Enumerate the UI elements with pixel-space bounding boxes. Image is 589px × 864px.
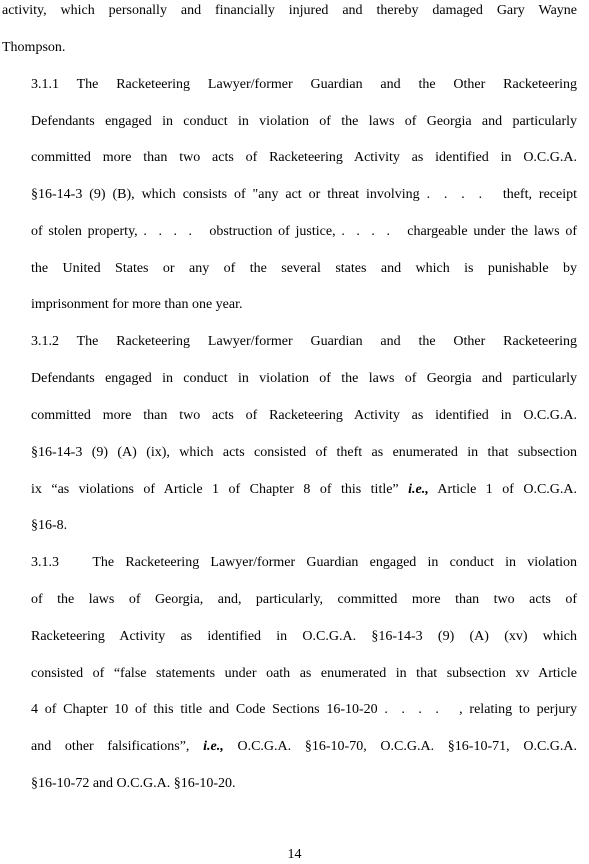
para-313-line-4: consisted of “false statements under oath as enumerated in that subsection xv Article [31, 666, 577, 681]
para-312-line-2: Defendants engaged in conduct in violation of the laws of Georgia and particularly [31, 371, 577, 386]
para-313-line-3: Racketeering Activity as identified in O.C.G.A. §16-14-3 (9) (A) (xv) which [31, 629, 577, 644]
intro-line-1: activity, which personally and financially injured and thereby damaged Gary Wayne [2, 3, 577, 18]
para-313-ie: i.e., [203, 739, 224, 754]
para-313-line-6-before: and other falsifications”, [31, 739, 190, 754]
para-311-line-7: imprisonment for more than one year. [31, 297, 243, 312]
para-313-line-5: 4 of Chapter 10 of this title and Code Sections 16-10-20 . . . . , relating to perjury [31, 702, 577, 717]
para-311-line-2: Defendants engaged in conduct in violation of the laws of Georgia and particularly [31, 114, 577, 129]
para-312-line-5 [31, 481, 577, 499]
page-number: 14 [287, 847, 302, 862]
para-312-line-1: 3.1.2 The Racketeering Lawyer/former Guardian and the Other Racketeering [31, 334, 577, 349]
para-312-line-4: §16-14-3 (9) (A) (ix), which acts consisted of theft as enumerated in that subsection [31, 445, 577, 460]
para-313-line-1: 3.1.3 The Racketeering Lawyer/former Guardian engaged in conduct in violation [31, 555, 577, 570]
para-311-line-3: committed more than two acts of Racketeering Activity as identified in O.C.G.A. [31, 150, 577, 165]
para-311-line-6: the United States or any of the several states and which is punishable by [31, 261, 577, 276]
para-313-line-6 [31, 738, 577, 756]
para-312-line-6: §16-8. [31, 518, 68, 533]
para-313-line-2: of the laws of Georgia, and, particularly, committed more than two acts of [31, 592, 577, 607]
para-312-line-5-after: Article 1 of O.C.G.A. [437, 482, 577, 497]
para-313-line-6-after: O.C.G.A. §16-10-70, O.C.G.A. §16-10-71, O.C.G.A. [237, 739, 577, 754]
para-312-line-3: committed more than two acts of Racketeering Activity as identified in O.C.G.A. [31, 408, 577, 423]
intro-line-2: Thompson. [2, 40, 66, 55]
para-311-line-5: of stolen property, . . . . obstruction of justice, . . . . chargeable under the laws of [31, 224, 577, 239]
para-312-ie: i.e., [408, 482, 429, 497]
para-311-line-1: 3.1.1 The Racketeering Lawyer/former Guardian and the Other Racketeering [31, 77, 577, 92]
para-311-line-4: §16-14-3 (9) (B), which consists of "any act or threat involving . . . . theft, receipt [31, 187, 577, 202]
para-313-line-7: §16-10-72 and O.C.G.A. §16-10-20. [31, 776, 236, 791]
para-312-line-5-before: ix “as violations of Article 1 of Chapter 8 of this title” [31, 482, 399, 497]
